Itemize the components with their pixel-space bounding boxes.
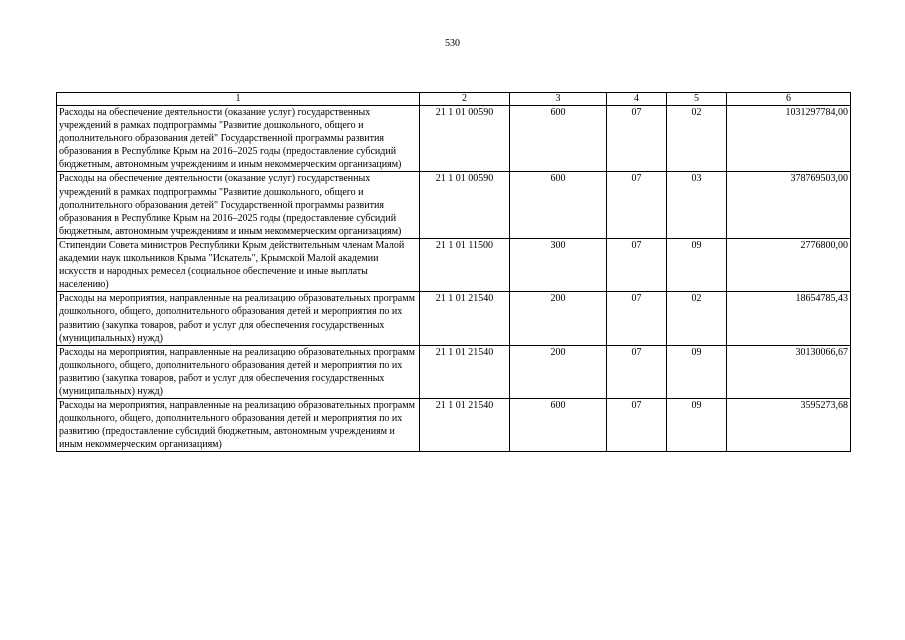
column-header: 5 — [667, 93, 727, 106]
expense-type-cell: 600 — [510, 106, 607, 172]
amount-cell: 3595273,68 — [727, 399, 851, 452]
table-row — [57, 399, 851, 452]
expense-type-cell: 600 — [510, 172, 607, 238]
subsection-cell: 09 — [667, 399, 727, 452]
expense-name-cell: Расходы на мероприятия, направленные на реализацию образовательных программ дошкольного, общего, дополнительного образования детей и мероприятия по их развитию (предоставление субсидий бюджетным, автономным учреждениям и иным некоммерческим организациям) — [57, 399, 420, 452]
section-cell: 07 — [607, 238, 667, 291]
amount-cell: 18654785,43 — [727, 292, 851, 345]
target-code-cell: 21 1 01 00590 — [420, 172, 510, 238]
expense-name-cell: Стипендии Совета министров Республики Крым действительным членам Малой академии наук школьников Крыма "Искатель", Крымской Малой академии искусств и народных ремесел (социальное обеспечение и иные выплаты населению) — [57, 238, 420, 291]
section-cell: 07 — [607, 292, 667, 345]
column-header: 6 — [727, 93, 851, 106]
target-code-cell: 21 1 01 21540 — [420, 292, 510, 345]
table-row — [57, 238, 851, 291]
column-header: 2 — [420, 93, 510, 106]
table-row — [57, 106, 851, 172]
table-header-row — [57, 93, 851, 106]
target-code-cell: 21 1 01 11500 — [420, 238, 510, 291]
subsection-cell: 02 — [667, 106, 727, 172]
expense-name-cell: Расходы на мероприятия, направленные на реализацию образовательных программ дошкольного, общего, дополнительного образования детей и мероприятия по их развитию (закупка товаров, работ и услуг для обеспечения государственных (муниципальных) нужд) — [57, 292, 420, 345]
expense-type-cell: 600 — [510, 399, 607, 452]
subsection-cell: 03 — [667, 172, 727, 238]
page-number: 530 — [445, 38, 460, 49]
table-row — [57, 292, 851, 345]
amount-cell: 2776800,00 — [727, 238, 851, 291]
target-code-cell: 21 1 01 21540 — [420, 345, 510, 398]
section-cell: 07 — [607, 399, 667, 452]
amount-cell: 378769503,00 — [727, 172, 851, 238]
section-cell: 07 — [607, 106, 667, 172]
table-row — [57, 172, 851, 238]
subsection-cell: 02 — [667, 292, 727, 345]
column-header: 1 — [57, 93, 420, 106]
column-header: 4 — [607, 93, 667, 106]
expense-name-cell: Расходы на обеспечение деятельности (оказание услуг) государственных учреждений в рамках подпрограммы "Развитие дошкольного, общего и дополнительного образования детей" Государственной программы развития образования в Республике Крым на 2016–2025 годы (предоставление субсидий бюджетным, автономным учреждениям и иным некоммерческим организациям) — [57, 172, 420, 238]
column-header: 3 — [510, 93, 607, 106]
subsection-cell: 09 — [667, 238, 727, 291]
budget-table — [56, 92, 851, 452]
expense-type-cell: 200 — [510, 292, 607, 345]
amount-cell: 1031297784,00 — [727, 106, 851, 172]
section-cell: 07 — [607, 345, 667, 398]
expense-name-cell: Расходы на мероприятия, направленные на реализацию образовательных программ дошкольного, общего, дополнительного образования детей и мероприятия по их развитию (закупка товаров, работ и услуг для обеспечения государственных (муниципальных) нужд) — [57, 345, 420, 398]
amount-cell: 30130066,67 — [727, 345, 851, 398]
table-row — [57, 345, 851, 398]
target-code-cell: 21 1 01 00590 — [420, 106, 510, 172]
target-code-cell: 21 1 01 21540 — [420, 399, 510, 452]
subsection-cell: 09 — [667, 345, 727, 398]
section-cell: 07 — [607, 172, 667, 238]
expense-type-cell: 300 — [510, 238, 607, 291]
expense-name-cell: Расходы на обеспечение деятельности (оказание услуг) государственных учреждений в рамках подпрограммы "Развитие дошкольного, общего и дополнительного образования детей" Государственной программы развития образования в Республике Крым на 2016–2025 годы (предоставление субсидий бюджетным, автономным учреждениям и иным некоммерческим организациям) — [57, 106, 420, 172]
expense-type-cell: 200 — [510, 345, 607, 398]
